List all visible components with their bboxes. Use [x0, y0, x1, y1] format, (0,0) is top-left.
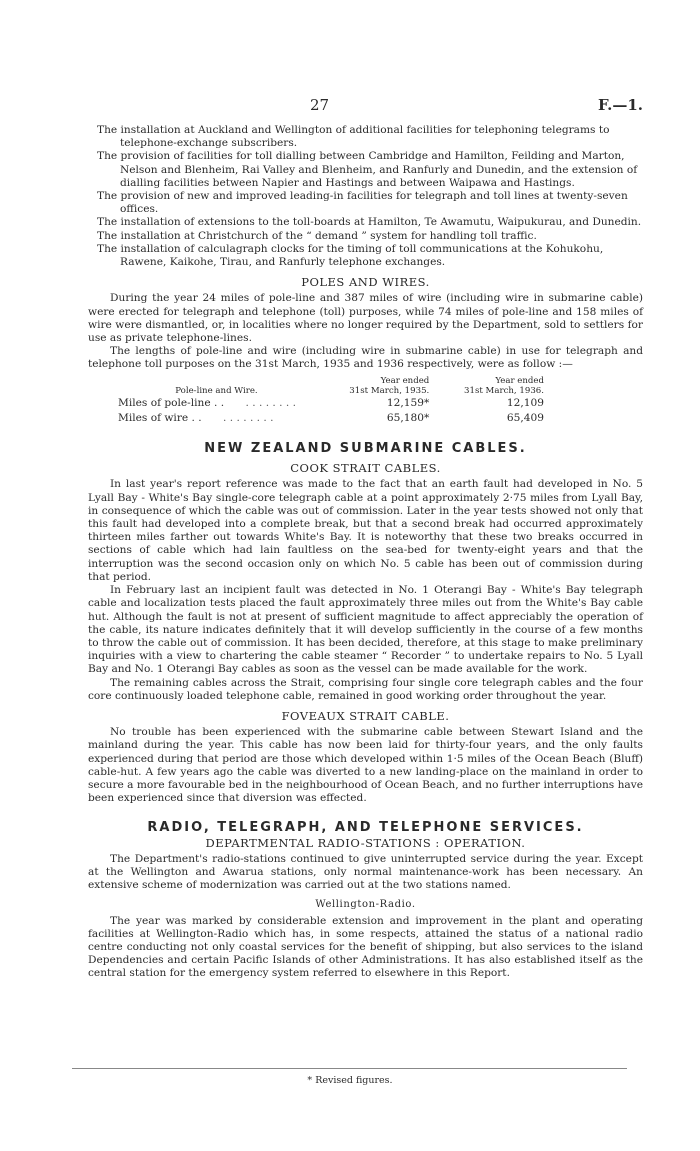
row-leader-dots: . . . . . . . . [245, 396, 296, 409]
row-label [118, 396, 315, 411]
poles-and-wires-heading: POLES AND WIRES. [301, 275, 430, 290]
list-item: The installation at Auckland and Wellington of additional facilities for telephoning telegrams to telephone-exchange subscribers. [97, 124, 610, 150]
footnote-divider [72, 1068, 627, 1069]
list-item: The installation of extensions to the toll-boards at Hamilton, Te Awamutu, Waipukurau, and Dunedin. [97, 216, 642, 229]
cook-strait-heading: COOK STRAIT CABLES. [290, 461, 441, 476]
radio-services-heading: RADIO, TELEGRAPH, AND TELEPHONE SERVICES. [147, 820, 584, 836]
footnote: * Revised figures. [307, 1075, 393, 1086]
table-header-row [118, 376, 558, 396]
row-label [118, 411, 315, 426]
list-item: The installation at Christchurch of the “ demand ” system for handling toll traffic. [97, 229, 537, 242]
value-1935: 12,159* [386, 396, 430, 409]
list-item: The provision of new and improved leading-in facilities for telegraph and toll lines at twenty-seven offices. [97, 190, 628, 216]
page-content [88, 124, 643, 981]
document-reference: F.—1. [597, 96, 643, 114]
installations-list [88, 124, 643, 269]
foveaux-strait-paragraph: No trouble has been experienced with the submarine cable between Stewart Island and the mainland during the year. This cable has now been laid for thirty-four years, and the only faults experienced during that period are those which developed within 1·5 miles of the Ocean Beach (Bluff) cable-hut. A few years ago the cable was diverted to a new landing-place on the mainland in order to secure a more favourable bed in the neighbourhood of Ocean Beach, and no further interruptions have been experienced since that diversion was effected. [88, 726, 643, 805]
cook-strait-paragraph-3: The remaining cables across the Strait, comprising four single core telegraph cables and the four core continuously loaded telephone cable, remained in good working order throughout the year. [88, 676, 643, 702]
value-1936: 12,109 [506, 396, 544, 409]
header-line: 31st March, 1936. [464, 385, 544, 396]
wellington-radio-heading: Wellington-Radio. [315, 899, 416, 911]
list-item: The installation of calculagraph clocks for the timing of toll communications at the Kohukohu, Rawene, Kaikohe, Tirau, and Ranfurly telephone exchanges. [97, 242, 604, 269]
header-line: 31st March, 1935. [349, 385, 430, 396]
poles-paragraph-2: The lengths of pole-line and wire (including wire in submarine cable) in use for telegraph and telephone toll purposes on the 31st March, 1935 and 1936 respectively, were as follow :— [88, 345, 643, 371]
foveaux-strait-heading: FOVEAUX STRAIT CABLE. [281, 708, 450, 723]
table-row [118, 396, 558, 411]
row-leader-dots: . . . . . . . . [223, 411, 274, 424]
radio-stations-subheading: DEPARTMENTAL RADIO-STATIONS : OPERATION. [205, 835, 526, 850]
table-row [118, 411, 558, 426]
radio-paragraph-1: The Department's radio-stations continued to give uninterrupted service during the year. Except at the Wellington and Awarua stations, only normal maintenance-work has been necessary. An extensive scheme of modernization was carried out at the two stations named. [88, 852, 643, 892]
header-line: Year ended [495, 375, 544, 386]
list-item: The provision of facilities for toll dialling between Cambridge and Hamilton, Feilding and Marton, Nelson and Blenheim, Rai Valley and Blenheim, and Ranfurly and Dunedin, and the extension of dialling facilities between Napier and Hastings and between Waipawa and Hastings. [97, 150, 638, 189]
poles-paragraph-1: During the year 24 miles of pole-line and 387 miles of wire (including wire in submarine cable) were erected for telegraph and telephone (toll) purposes, while 74 miles of pole-line and 158 miles of wire were dismantled, or, in localities where no longer required by the Department, sold to settlers for use as private telephone-lines. [88, 292, 643, 345]
pole-line-table [118, 376, 558, 426]
row-label-text: Miles of pole-line . . [118, 396, 225, 409]
row-label-text: Miles of wire . . [118, 411, 202, 424]
page-header [0, 96, 700, 116]
table-header-label: Pole-line and Wire. [175, 385, 258, 396]
wellington-radio-paragraph: The year was marked by considerable extension and improvement in the plant and operating facilities at Wellington-Radio which has, in some respects, attained the status of a national radio centre conducting not only coastal services for the benefit of shipping, but also services to the island Dependencies and certain Pacific Islands of other Administrations. It has also established itself as the central station for the emergency system referred to elsewhere in this Report. [88, 914, 643, 980]
value-1936: 65,409 [506, 411, 544, 424]
page-number: 27 [310, 96, 330, 114]
header-line: Year ended [380, 375, 430, 386]
cook-strait-paragraph-2: In February last an incipient fault was detected in No. 1 Oterangi Bay - White's Bay telegraph cable and localization tests placed the fault approximately three miles out from the White's Bay cable hut. Although the fault is not at present of sufficient magnitude to affect appreciably the operation of the cable, its nature indicates definitely that it will develop sufficiently in the course of a few months to throw the cable out of commission. It has been decided, therefore, at this stage to make preliminary inquiries with a view to chartering the cable steamer “ Recorder ” to undertake repairs to No. 5 Lyall Bay and No. 1 Oterangi Bay cables as soon as the vessel can be made available for the work. [88, 584, 643, 676]
table-header-1935 [315, 376, 439, 396]
cook-strait-paragraph-1: In last year's report reference was made to the fact that an earth fault had developed in No. 5 Lyall Bay - White's Bay single-core telegraph cable at a point approximately 2·75 miles from Lyall Bay, in consequence of which the cable was out of commission. Later in the year tests showed not only that this fault had developed into a complete break, but that a second break had occurred approximately thirteen miles farther out towards White's Bay. It is noteworthy that these two breaks occurred in sections of cable which had lain faultless on the sea-bed for twenty-eight years and that the interruption was the second occasion only on which No. 5 cable has been out of commission during that period. [88, 478, 643, 583]
value-1935: 65,180* [386, 411, 430, 424]
submarine-cables-heading: NEW ZEALAND SUBMARINE CABLES. [204, 441, 527, 457]
table-header-1936 [439, 376, 558, 396]
